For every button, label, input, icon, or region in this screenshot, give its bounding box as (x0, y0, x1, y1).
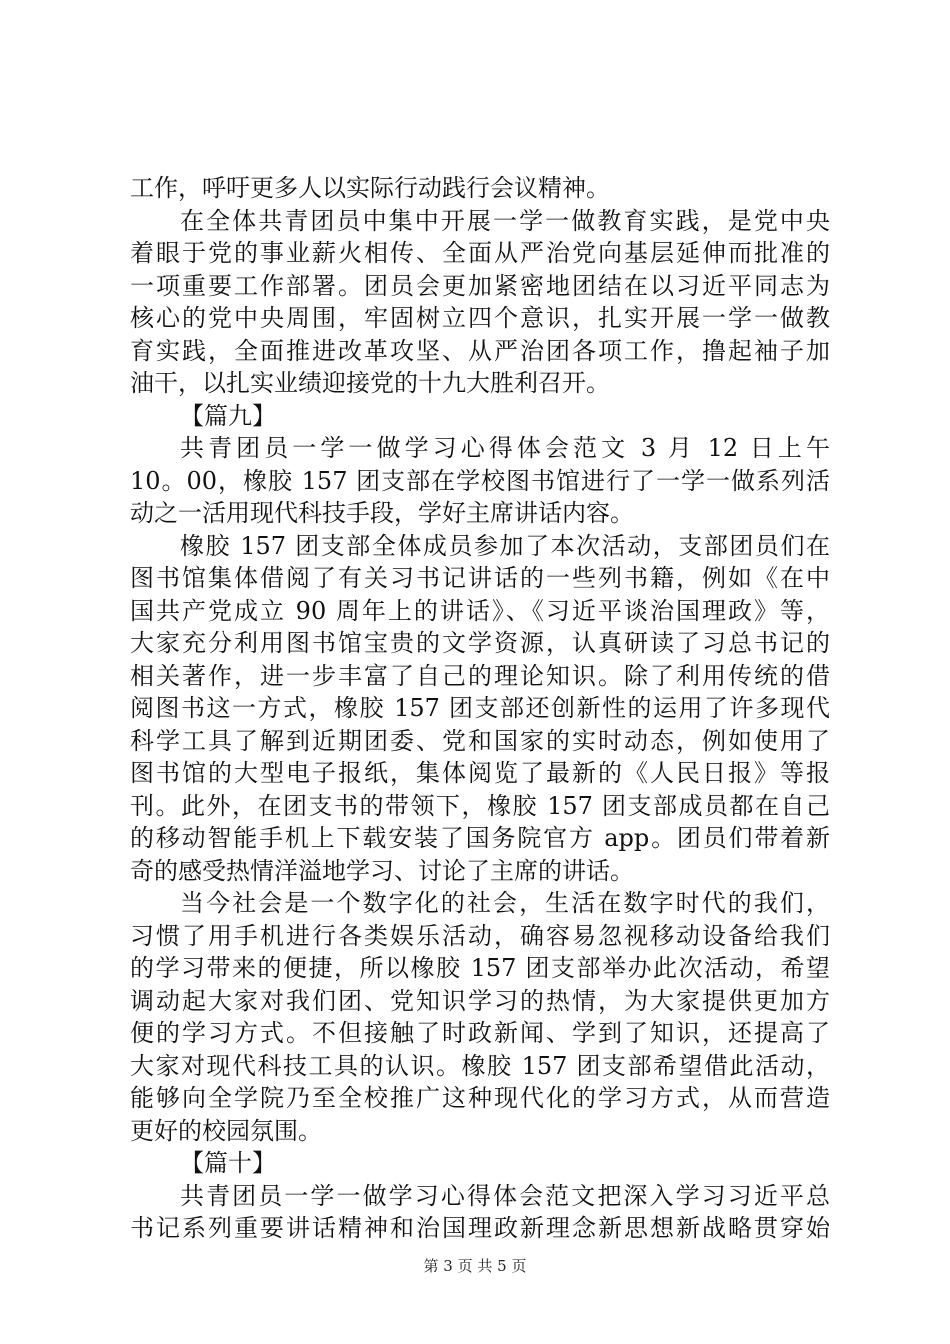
text-line: 图书馆的大型电子报纸，集体阅览了最新的《人民日报》等报 (130, 759, 830, 787)
text-line: 油干，以扎实业绩迎接党的十九大胜利召开。 (130, 369, 610, 397)
text-line: 工作，呼吁更多人以实际行动践行会议精神。 (130, 174, 610, 202)
text-line: 更好的校园氛围。 (130, 1116, 322, 1145)
text-line: 习惯了用手机进行各类娱乐活动，确容易忽视移动设备给我们 (130, 921, 830, 950)
text-line: 的学习带来的便捷，所以橡胶 157 团支部举办此次活动，希望 (130, 954, 830, 982)
text-line: 便的学习方式。不但接触了时政新闻、学到了知识，还提高了 (130, 1019, 830, 1047)
section-heading: 【篇九】 (180, 401, 276, 430)
text-line: 当今社会是一个数字化的社会，生活在数字时代的我们， (180, 889, 830, 917)
text-line: 10。00，橡胶 157 团支部在学校图书馆进行了一学一做系列活 (130, 466, 830, 495)
text-line: 大家充分利用图书馆宝贵的文学资源，认真研读了习总书记的 (130, 629, 830, 657)
page-footer: 第 3 页 共 5 页 (423, 1257, 527, 1275)
text-line: 科学工具了解到近期团委、党和国家的实时动态，例如使用了 (130, 726, 830, 755)
text-line: 刊。此外，在团支书的带领下，橡胶 157 团支部成员都在自己 (130, 791, 830, 820)
text-line: 能够向全学院乃至全校推广这种现代化的学习方式，从而营造 (130, 1084, 830, 1112)
text-line: 在全体共青团员中集中开展一学一做教育实践，是党中央 (180, 206, 830, 235)
text-line: 育实践，全面推进改革攻坚、从严治团各项工作，撸起袖子加 (130, 336, 830, 365)
text-line: 的移动智能手机上下载安装了国务院官方 app。团员们带着新 (130, 824, 830, 852)
text-line: 着眼于党的事业薪火相传、全面从严治党向基层延伸而批准的 (130, 239, 830, 267)
text-line: 国共产党成立 90 周年上的讲话》、《习近平谈治国理政》等， (130, 596, 830, 625)
text-line: 书记系列重要讲话精神和治国理政新理念新思想新战略贯穿始 (130, 1214, 830, 1242)
text-line: 动之一活用现代科技手段，学好主席讲话内容。 (130, 499, 634, 527)
text-line: 图书馆集体借阅了有关习书记讲话的一些列书籍，例如《在中 (130, 564, 830, 592)
text-line: 调动起大家对我们团、党知识学习的热情，为大家提供更加方 (130, 986, 830, 1015)
text-line: 相关著作，进一步丰富了自己的理论知识。除了利用传统的借 (130, 661, 830, 690)
text-line: 阅图书这一方式，橡胶 157 团支部还创新性的运用了许多现代 (130, 694, 830, 722)
text-line: 共青团员一学一做学习心得体会范文 3 月 12 日上午 (180, 434, 830, 462)
text-line: 大家对现代科技工具的认识。橡胶 157 团支部希望借此活动， (130, 1051, 830, 1080)
document-body (130, 172, 830, 1245)
text-line: 奇的感受热情洋溢地学习、讨论了主席的讲话。 (130, 856, 634, 885)
text-line: 共青团员一学一做学习心得体会范文把深入学习习近平总 (180, 1181, 830, 1210)
text-line: 橡胶 157 团支部全体成员参加了本次活动，支部团员们在 (180, 531, 830, 560)
text-line: 一项重要工作部署。团员会更加紧密地团结在以习近平同志为 (130, 271, 830, 300)
text-line: 核心的党中央周围，牢固树立四个意识，扎实开展一学一做教 (130, 304, 830, 332)
section-heading: 【篇十】 (180, 1149, 276, 1177)
